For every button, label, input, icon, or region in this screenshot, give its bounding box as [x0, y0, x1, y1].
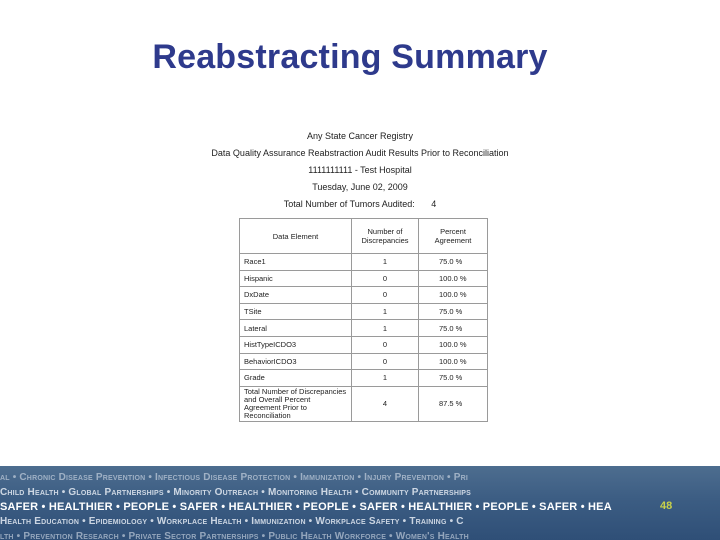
- banner-line: al • Chronic Disease Prevention • Infectious Disease Protection • Immunization • Injury Prevention • Pri: [0, 472, 469, 483]
- report-date: Tuesday, June 02, 2009: [312, 182, 408, 192]
- banner-line: Health Education • Epidemiology • Workplace Health • Immunization • Workplace Safety • Training • C: [0, 516, 464, 527]
- cell-discrepancies: 1: [352, 320, 419, 337]
- banner-line: Child Health • Global Partnerships • Minority Outreach • Monitoring Health • Community Partnerships: [0, 487, 472, 498]
- cell-discrepancies: 1: [352, 303, 419, 320]
- cell-percent: 100.0 %: [419, 353, 488, 370]
- table-row: [240, 370, 488, 387]
- cell-discrepancies: 0: [352, 336, 419, 353]
- cell-percent: 100.0 %: [419, 336, 488, 353]
- banner-line: lth • Prevention Research • Private Sector Partnerships • Public Health Workforce • Women's Health: [0, 531, 469, 540]
- table-row: [240, 320, 488, 337]
- header-percent-agreement: Percent Agreement: [419, 219, 488, 254]
- registry-name: Any State Cancer Registry: [306, 131, 414, 141]
- table-row: [240, 270, 488, 287]
- cell-percent: 75.0 %: [419, 370, 488, 387]
- cell-data-element: Race1: [240, 254, 352, 271]
- table-row: [240, 254, 488, 271]
- slide-title: Reabstracting Summary: [152, 38, 548, 76]
- table-total-row: [240, 386, 488, 421]
- cell-data-element: DxDate: [240, 287, 352, 304]
- table-header-row: [240, 219, 488, 254]
- cell-percent: 75.0 %: [419, 254, 488, 271]
- cell-discrepancies: 1: [352, 370, 419, 387]
- cell-data-element: BehaviorICDO3: [240, 353, 352, 370]
- total-tumors-value: 4: [431, 199, 437, 209]
- cell-total-discrepancies: 4: [352, 386, 419, 421]
- table-row: [240, 287, 488, 304]
- header-discrepancies: Number of Discrepancies: [352, 219, 419, 254]
- report-subtitle: Data Quality Assurance Reabstraction Audit Results Prior to Reconciliation: [211, 148, 509, 158]
- cell-discrepancies: 0: [352, 287, 419, 304]
- total-tumors-label: Total Number of Tumors Audited:: [283, 199, 415, 209]
- cell-data-element: Grade: [240, 370, 352, 387]
- cell-percent: 100.0 %: [419, 270, 488, 287]
- table-row: [240, 353, 488, 370]
- table-row: [240, 336, 488, 353]
- cell-discrepancies: 0: [352, 270, 419, 287]
- cell-percent: 75.0 %: [419, 303, 488, 320]
- header-data-element: Data Element: [240, 219, 352, 254]
- cell-total-label: Total Number of Discrepancies and Overall Percent Agreement Prior to Reconciliation: [240, 386, 352, 421]
- hospital-name: 1111111111 - Test Hospital: [308, 165, 412, 175]
- page-number: 48: [660, 500, 673, 512]
- cell-data-element: TSite: [240, 303, 352, 320]
- cell-percent: 100.0 %: [419, 287, 488, 304]
- cell-overall-percent: 87.5 %: [419, 386, 488, 421]
- table-row: [240, 303, 488, 320]
- audit-results-table: [239, 218, 488, 422]
- cell-discrepancies: 1: [352, 254, 419, 271]
- total-tumors: [200, 196, 520, 213]
- cell-data-element: Lateral: [240, 320, 352, 337]
- footer-banner: [0, 466, 720, 540]
- cell-data-element: Hispanic: [240, 270, 352, 287]
- banner-line: SAFER • HEALTHIER • PEOPLE • SAFER • HEALTHIER • PEOPLE • SAFER • HEALTHIER • PEOPLE • SAFER • HEA: [0, 501, 612, 513]
- cell-data-element: HistTypeICDO3: [240, 336, 352, 353]
- cell-discrepancies: 0: [352, 353, 419, 370]
- cell-percent: 75.0 %: [419, 320, 488, 337]
- report-header: [200, 128, 520, 213]
